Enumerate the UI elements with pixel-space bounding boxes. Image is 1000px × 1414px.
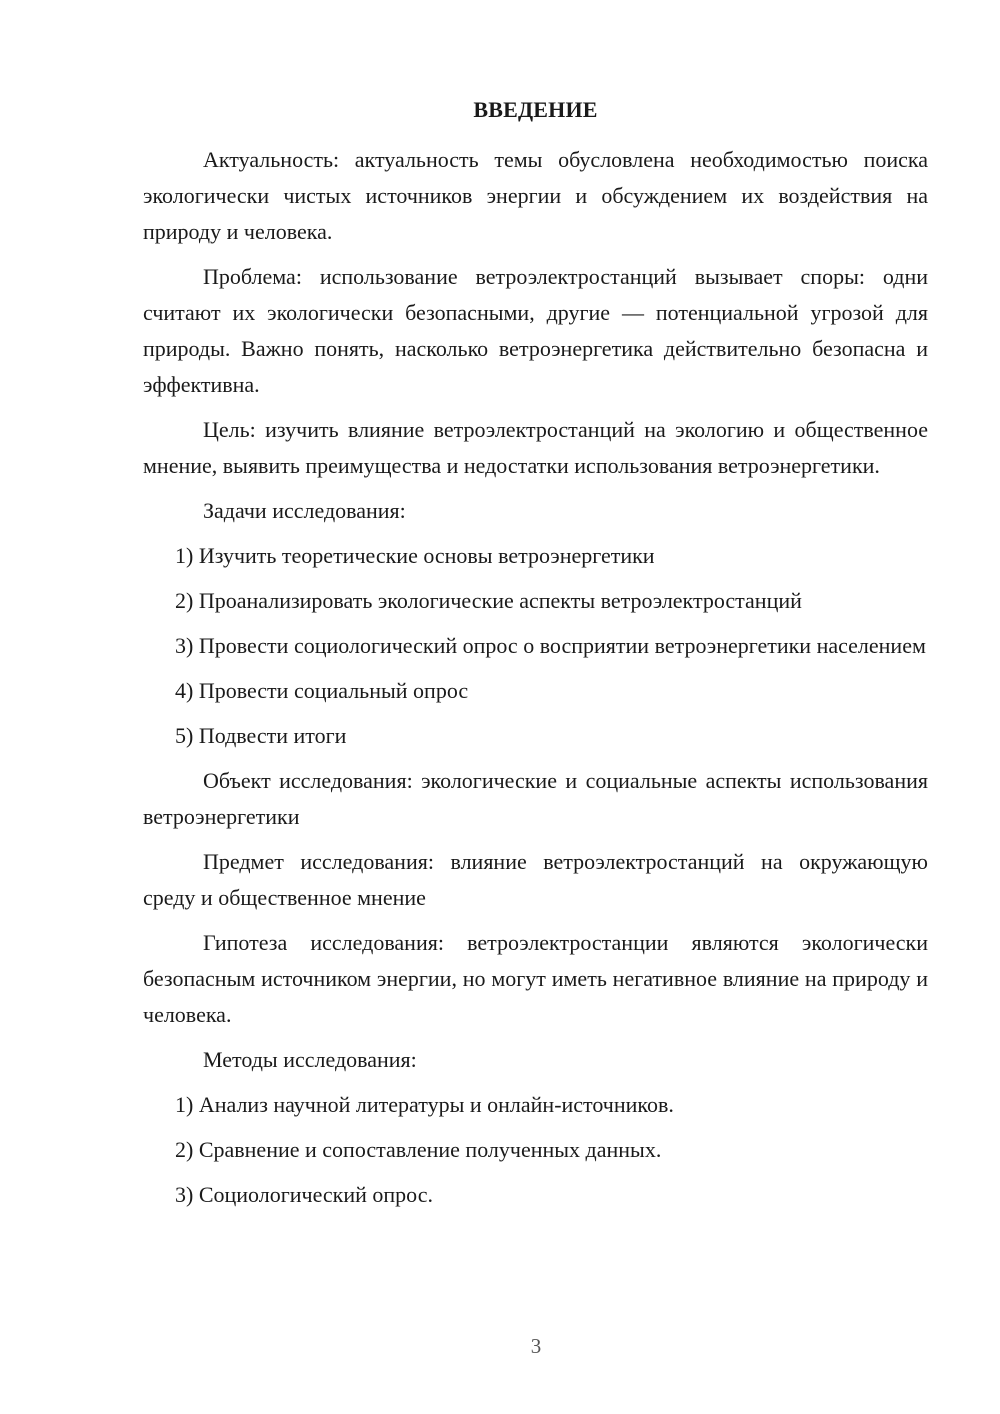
document-page <box>143 96 928 1222</box>
tasks-list-item: 1) Изучить теоретические основы ветроэнергетики <box>175 543 655 568</box>
tasks-list-item: 2) Проанализировать экологические аспекты ветроэлектростанций <box>175 588 802 613</box>
methods-list-item: 3) Социологический опрос. <box>175 1182 433 1207</box>
methods-list-item: 1) Анализ научной литературы и онлайн-источников. <box>175 1092 674 1117</box>
tasks-list-item: 3) Провести социологический опрос о восприятии ветроэнергетики населением <box>175 633 926 658</box>
paragraph-tasks-heading: Задачи исследования: <box>203 498 406 523</box>
document-title: ВВЕДЕНИЕ <box>473 97 598 122</box>
methods-list-item: 2) Сравнение и сопоставление полученных данных. <box>175 1137 662 1162</box>
paragraph-object: Объект исследования: экологические и социальные аспекты использования ветроэнергетики <box>143 768 928 829</box>
page-number: 3 <box>530 1334 542 1358</box>
tasks-list-item: 4) Провести социальный опрос <box>175 678 469 703</box>
tasks-list-item: 5) Подвести итоги <box>175 723 347 748</box>
paragraph-hypothesis: Гипотеза исследования: ветроэлектростанции являются экологически безопасным источником энергии, но могут иметь негативное влияние на природу и человека. <box>143 930 928 1027</box>
paragraph-relevance: Актуальность: актуальность темы обусловлена необходимостью поиска экологически чистых источников энергии и обсуждением их воздействия на природу и человека. <box>143 147 928 244</box>
paragraph-goal: Цель: изучить влияние ветроэлектростанций на экологию и общественное мнение, выявить преимущества и недостатки использования ветроэнергетики. <box>143 417 928 478</box>
paragraph-subject: Предмет исследования: влияние ветроэлектростанций на окружающую среду и общественное мнение <box>143 849 928 910</box>
paragraph-methods-heading: Методы исследования: <box>203 1047 417 1072</box>
paragraph-problem: Проблема: использование ветроэлектростанций вызывает споры: одни считают их экологически безопасными, другие — потенциальной угрозой для природы. Важно понять, насколько ветроэнергетика действительно безопасна и эффективна. <box>143 264 928 397</box>
